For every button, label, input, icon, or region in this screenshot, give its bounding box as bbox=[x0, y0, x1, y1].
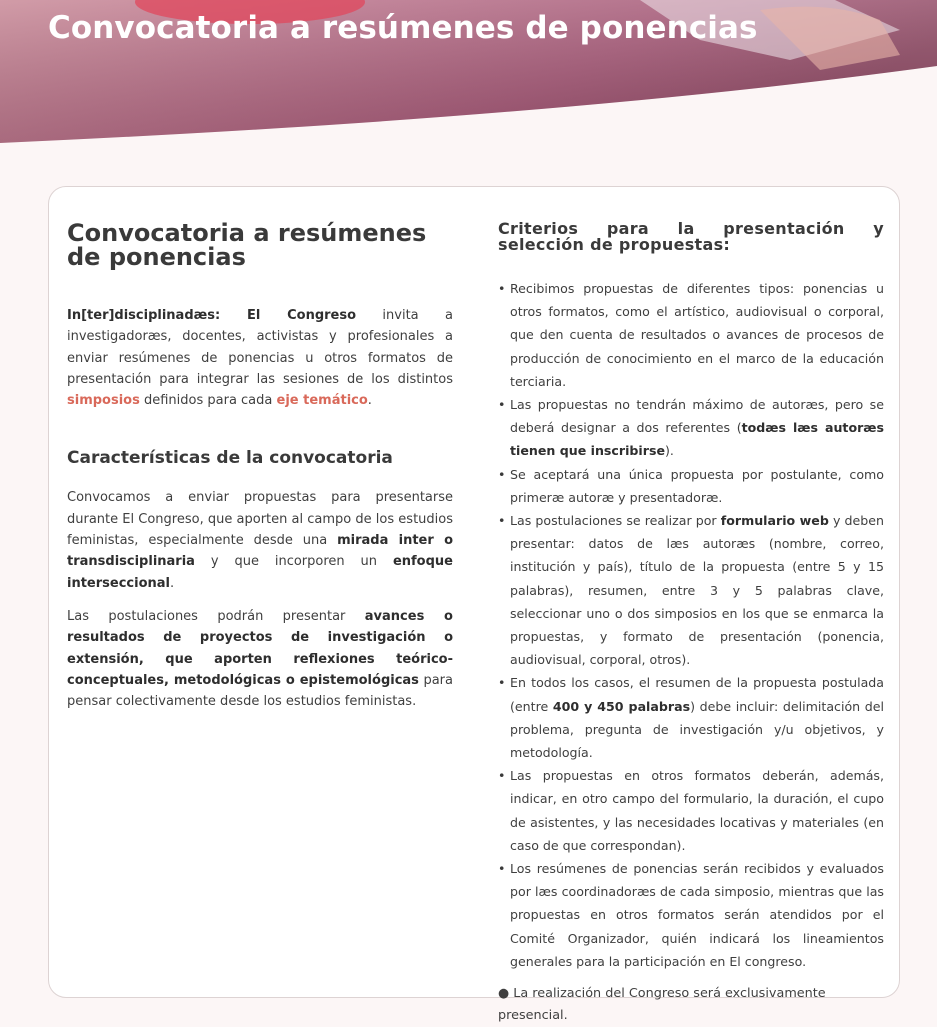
intro-text-2: definidos para cada bbox=[139, 393, 277, 409]
hero-title: Convocatoria a resúmenes de ponencias bbox=[48, 10, 758, 46]
char2-text-2: para pensar colectivamente desde los estudios feministas. bbox=[67, 672, 453, 710]
intro-text-1: invita a investigadoræs, docentes, activistas y profesionales a enviar resúmenes de ponencias u otros formatos de presentación para integrar las sesiones de los distintos bbox=[67, 308, 453, 387]
page-title: Convocatoria a resúmenes de ponencias bbox=[67, 219, 427, 271]
item4-text-1: Las postulaciones se realizar por bbox=[510, 513, 721, 529]
final-note: ● La realización del Congreso será exclusivamente presencial. bbox=[498, 986, 826, 1024]
simposios-link[interactable]: simposios bbox=[67, 393, 140, 409]
congress-name: In[ter]disciplinadæs: El Congreso bbox=[67, 308, 357, 323]
char1-bold-1: mirada inter o transdisciplinaria bbox=[67, 533, 453, 570]
char2-bold-1: avances o resultados de proyectos de investigación o extensión, que aporten reflexiones teórico-conceptuales, metodológicas o epistemológicas bbox=[67, 608, 453, 688]
item2-bold-1: todæs læs autoræs tienen que inscribirse bbox=[510, 420, 885, 459]
item2-text-1: Las propuestas no tendrán máximo de autoræs, pero se deberá designar a dos referentes ( bbox=[510, 397, 884, 436]
item5-text-2: ) debe incluir: delimitación del problema, pregunta de investigación y/u objetivos, y metodología. bbox=[510, 698, 884, 761]
char1-text-1: Convocamos a enviar propuestas para presentarse durante El Congreso, que aporten al campo de los estudios feministas, especialmente desde una bbox=[67, 490, 453, 549]
intro-paragraph bbox=[67, 305, 453, 411]
right-column bbox=[498, 221, 884, 1027]
criteria-item bbox=[498, 671, 884, 764]
characteristics-paragraph-2 bbox=[67, 606, 453, 712]
eje-tematico-link[interactable]: eje temático bbox=[276, 393, 368, 409]
content-card bbox=[48, 186, 900, 1024]
item4-text-2: y deben presentar: datos de læs autoræs (nombre, correo, institución y país), título de la propuesta (entre 5 y 15 palabras), resumen, entre 3 y 5 palabras clave, seleccionar uno o dos simposios en los que se enmarca la propuestas, y formato de presentación (ponencia, audiovisual, corporal, otros). bbox=[510, 513, 884, 668]
char1-text-2: y que incorporen un bbox=[194, 554, 393, 570]
char1-text-3: . bbox=[170, 575, 175, 591]
criteria-heading: Criterios para la presentación y selección de propuestas: bbox=[498, 219, 884, 254]
characteristics-paragraph-1 bbox=[67, 487, 453, 593]
char2-text-1: Las postulaciones podrán presentar bbox=[67, 608, 365, 624]
criteria-item bbox=[498, 393, 884, 463]
characteristics-heading: Características de la convocatoria bbox=[67, 448, 393, 469]
criteria-item bbox=[498, 509, 884, 671]
item2-text-2: ). bbox=[665, 443, 674, 459]
hero-banner bbox=[0, 0, 937, 150]
criteria-item: • Se aceptará una única propuesta por postulante, como primeræ autoræ y presentadoræ. bbox=[498, 463, 884, 509]
criteria-item: • Las propuestas en otros formatos deberán, además, indicar, en otro campo del formulario, la duración, el cupo de asistentes, y las necesidades locativas y materiales (en caso de que correspondan). bbox=[498, 764, 884, 857]
intro-text-3: . bbox=[367, 393, 372, 409]
criteria-item: • Recibimos propuestas de diferentes tipos: ponencias u otros formatos, como el artístico, audiovisual o corporal, que den cuenta de resultados o avances de procesos de producción de conocimiento en el marco de la educación terciaria. bbox=[498, 277, 884, 393]
left-column bbox=[67, 221, 453, 712]
formulario-web-text: formulario web bbox=[720, 513, 829, 529]
char1-bold-2: enfoque interseccional bbox=[67, 554, 453, 591]
criteria-list bbox=[498, 277, 884, 973]
item5-text-1: En todos los casos, el resumen de la propuesta postulada (entre bbox=[510, 675, 884, 714]
criteria-item: • Los resúmenes de ponencias serán recibidos y evaluados por læs coordinadoræs de cada simposio, mientras que las propuestas en otros formatos serán atendidos por el Comité Organizador, quién indicará los lineamientos generales para la participación en El congreso. bbox=[498, 857, 884, 973]
item5-bold-1: 400 y 450 palabras bbox=[552, 698, 691, 714]
